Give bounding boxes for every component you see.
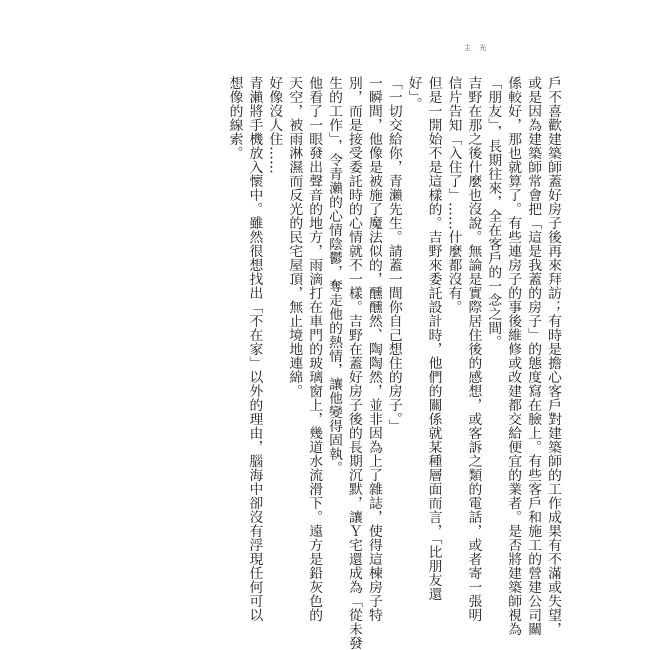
text-line: 「一切交給你，青瀨先生。請蓋一間你自己想住的房子。」	[385, 76, 402, 434]
text-line: 「朋友」，長期往來，全在客戶的一念之間。	[485, 76, 502, 350]
text-line: 係較好，那也就算了。有些連房子的事後維修或改建都交給便宜的業者。是否將建築師視為	[505, 76, 522, 636]
text-line: 吉野在那之後什麼也沒說。無論是實際居住後的感想，或客訴之類的電話，或者寄一張明	[465, 76, 482, 622]
text-line: 戶不喜歡建築師蓋好房子後再來拜訪；有時是擔心客戶對建築師的工作成果有不滿或失望，	[545, 76, 561, 636]
text-line: 好像沒人住……	[266, 76, 283, 174]
text-line: 信片告知「入住了」……什麼都沒有。	[445, 76, 462, 314]
text-line: 他看了一眼發出聲音的地方，雨滴打在車門的玻璃窗上，幾道水流滑下。遠方是鉛灰色的	[306, 76, 323, 622]
text-line: 青瀨將手機放入懷中。雖然很想找出「不在家」以外的理由，腦海中卻沒有浮現任何可以	[246, 76, 263, 622]
text-line: 或是因為建築師常會把「這是我蓋的房子」的態度寫在臉上。有些客戶和施工的營建公司關	[525, 76, 542, 636]
text-line: 但是一開始不是這樣的。吉野來委託設計時，他們的關係就某種層面而言，「比朋友還	[425, 76, 442, 602]
text-line: 天空，被雨淋濕而反光的民宅屋頂，無止境地連綿。	[286, 76, 303, 398]
text-line: 好」。	[405, 76, 422, 112]
text-line: 生的工作」，令青瀨的心情陰鬱，奪走他的熱情，讓他變得固執。	[326, 76, 343, 476]
text-line: 別，而是接受委託時的心情就不一樣。吉野在蓋好房子後的長期沉默，讓Ｙ宅還成為「從未發	[345, 76, 362, 650]
text-line: 一瞬間，他像是被施了魔法似的，醺醺然、陶陶然，並非因為上了雜誌，使得這棟房子特	[365, 76, 382, 622]
vertical-text-body	[224, 76, 562, 650]
text-line: 想像的線索。	[226, 76, 243, 160]
running-header: 主 光	[464, 44, 490, 52]
